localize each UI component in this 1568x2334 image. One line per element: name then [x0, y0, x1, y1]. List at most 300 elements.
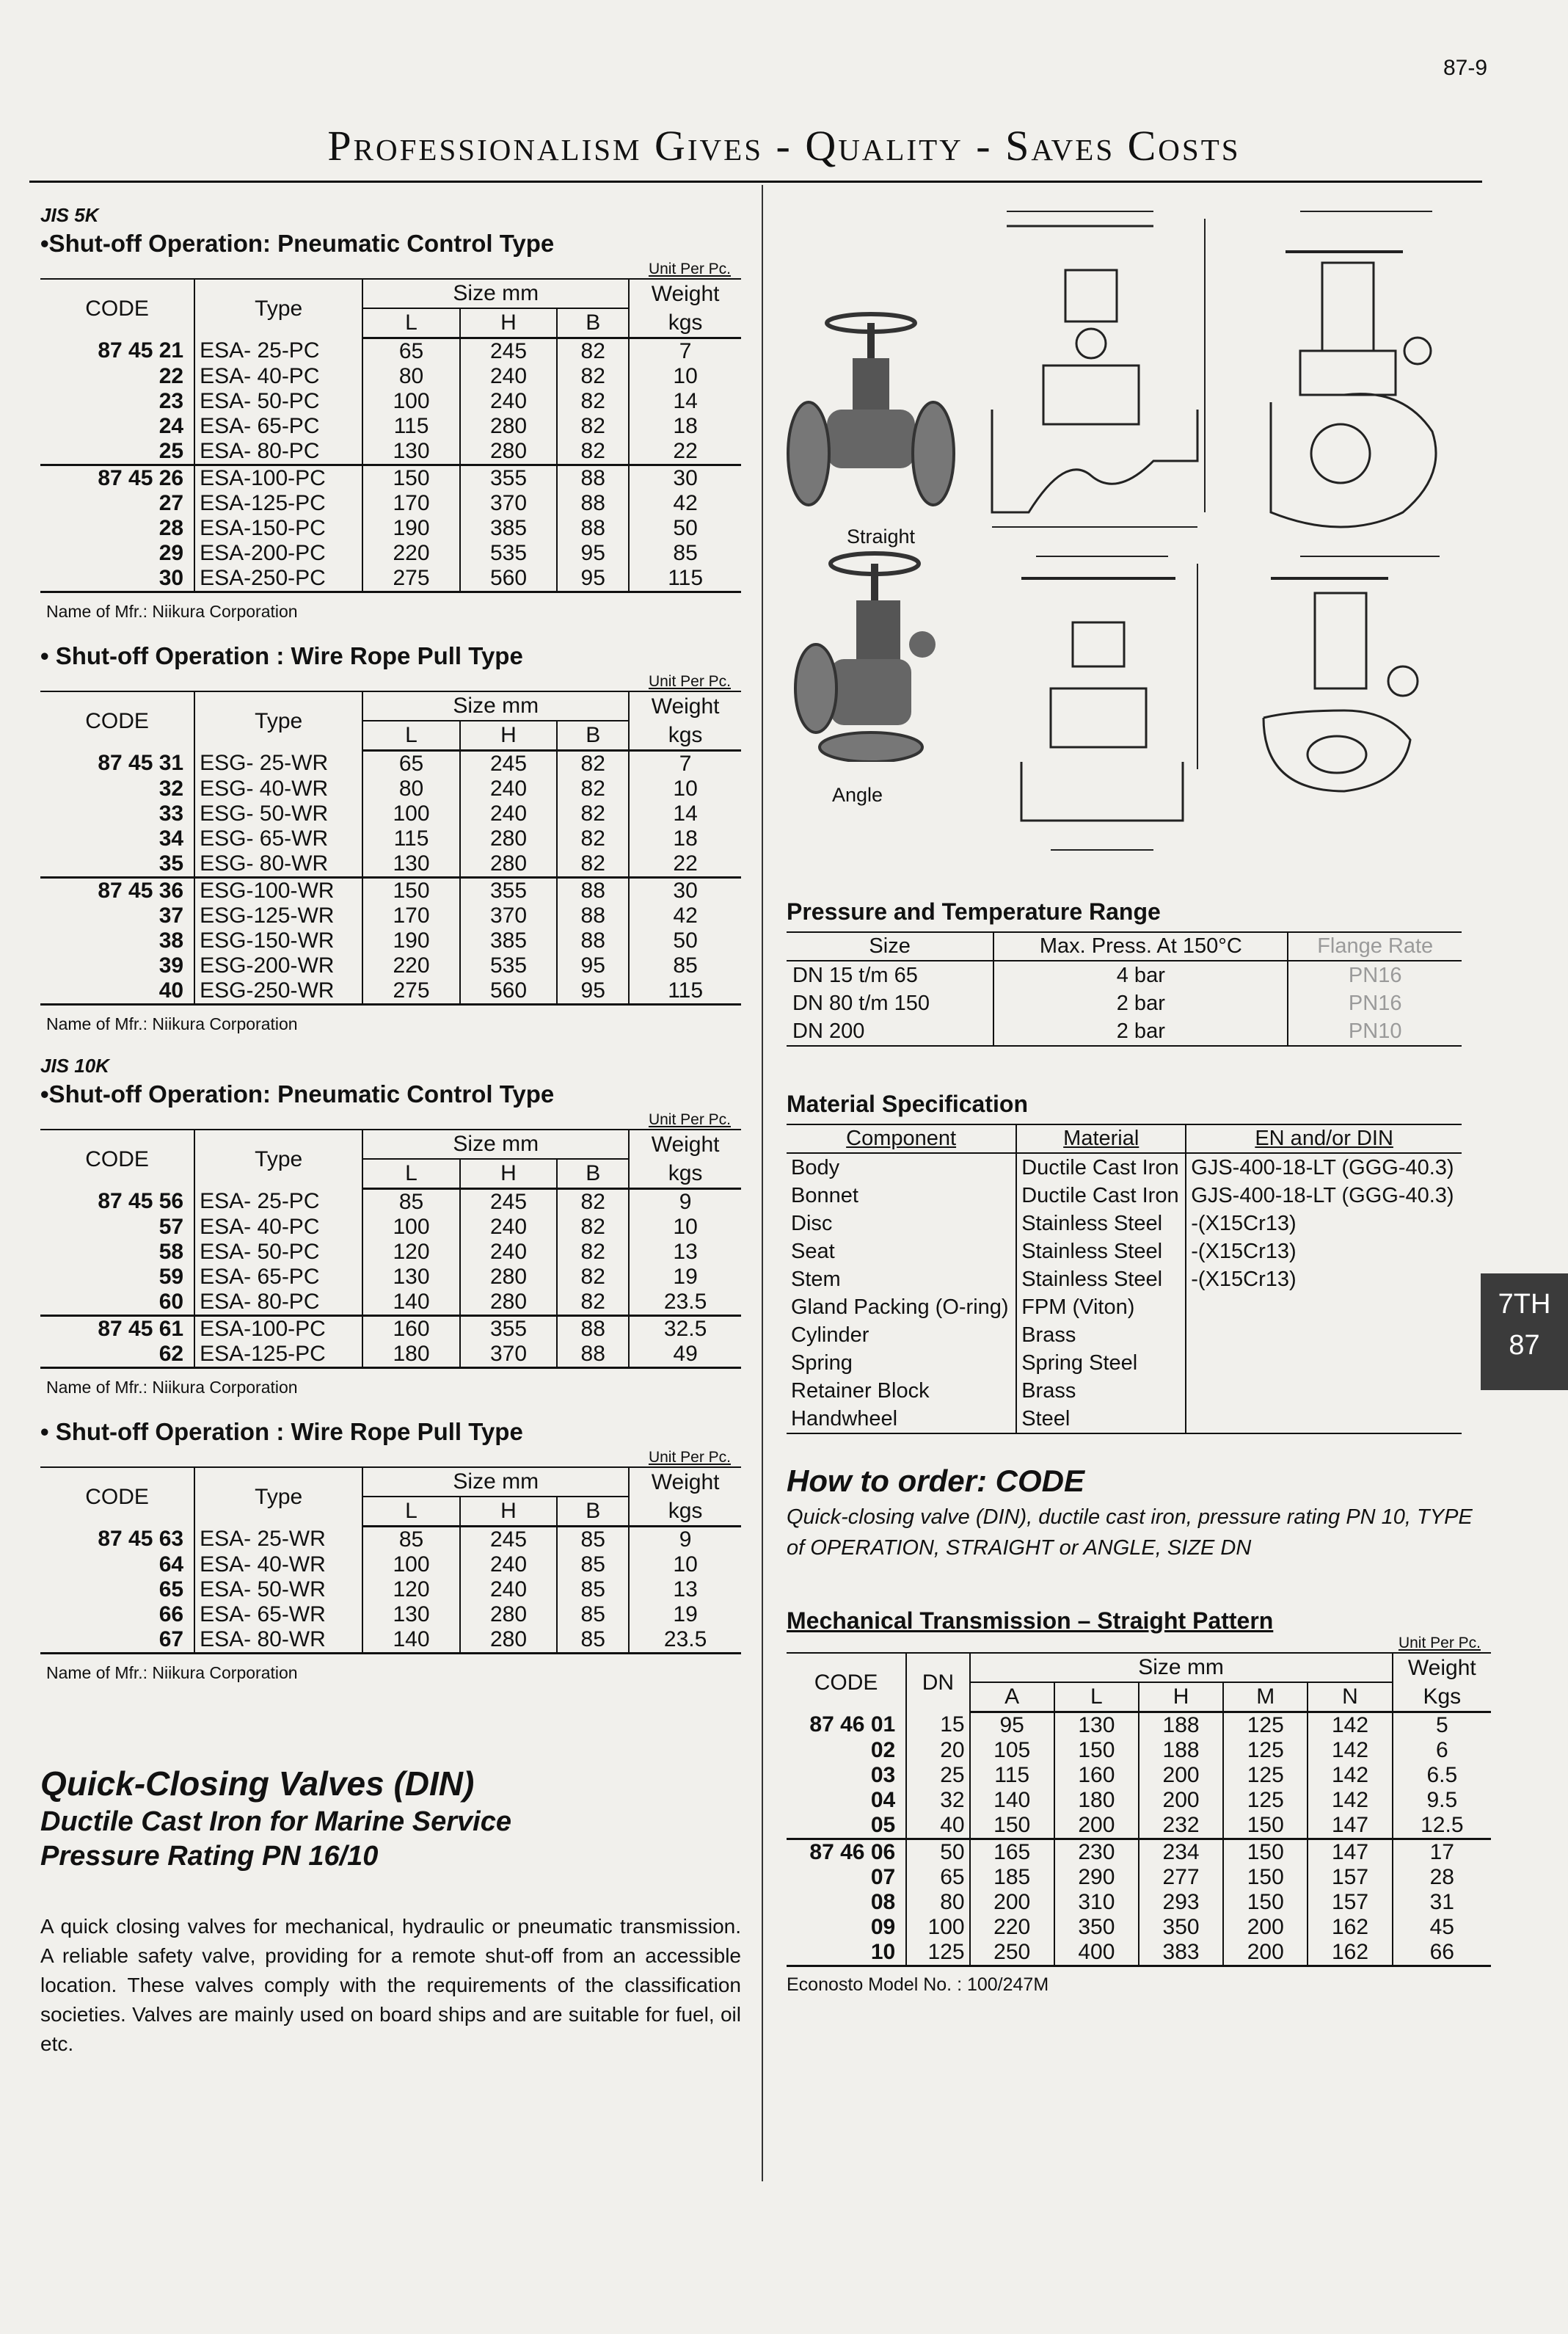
type-cell: ESA-250-PC [194, 566, 362, 592]
press-cell: 4 bar [993, 961, 1288, 989]
l-cell: 170 [362, 491, 459, 516]
b-cell: 82 [557, 1240, 629, 1265]
l-cell: 130 [362, 439, 459, 465]
m-cell: 200 [1223, 1915, 1308, 1940]
b-cell: 82 [557, 851, 629, 878]
col-size: Size mm [970, 1653, 1393, 1682]
col-weight: Weight [629, 279, 741, 308]
manufacturer-note: Name of Mfr.: Niikura Corporation [46, 602, 298, 621]
b-cell: 82 [557, 364, 629, 389]
material-cell: Brass [1016, 1321, 1186, 1349]
how-to-order-title: How to order: CODE [787, 1464, 1084, 1498]
h-cell: 350 [1139, 1915, 1223, 1940]
b-cell: 85 [557, 1577, 629, 1602]
h-cell: 280 [460, 1265, 557, 1290]
l-cell: 150 [1054, 1738, 1139, 1763]
en-din-cell: GJS-400-18-LT (GGG-40.3) [1186, 1182, 1462, 1210]
code-cell: 10 [787, 1940, 906, 1966]
press-cell: 2 bar [993, 989, 1288, 1017]
product-subtitle: Pressure Rating PN 16/10 [40, 1841, 379, 1872]
type-cell: ESA-100-PC [194, 1316, 362, 1342]
column-divider [762, 185, 763, 2181]
col-h: H [460, 1159, 557, 1189]
h-cell: 240 [460, 1215, 557, 1240]
b-cell: 88 [557, 491, 629, 516]
table-row [787, 1405, 1462, 1433]
dn-cell: 125 [906, 1940, 969, 1966]
code-cell: 04 [870, 1788, 896, 1812]
type-cell: ESA- 25-PC [194, 1189, 362, 1215]
l-cell: 200 [1054, 1813, 1139, 1839]
component-cell: Spring [791, 1351, 853, 1375]
h-cell: 385 [460, 928, 557, 953]
h-cell: 370 [460, 1342, 557, 1368]
b-cell: 88 [557, 878, 629, 904]
material-cell: Brass [1016, 1377, 1186, 1405]
col-l: L [362, 721, 459, 751]
b-cell: 85 [557, 1552, 629, 1577]
table-row [787, 1890, 1491, 1915]
h-cell: 200 [1139, 1763, 1223, 1788]
pressure-temperature-section [787, 898, 1491, 1047]
product-description: A quick closing valves for mechanical, hydraulic or pneumatic transmission. A reliable safety valve, providing for a remote shut-off from an accessible location. These valves comply with the requirements of the classification societies. Valves are mainly used on board ships and are suitable for fuel, oil etc. [40, 1915, 741, 2055]
col-h: H [1139, 1682, 1223, 1712]
h-cell: 245 [460, 1189, 557, 1215]
dn-cell: 40 [906, 1813, 969, 1839]
m-cell: 150 [1223, 1813, 1308, 1839]
dn-cell: 80 [906, 1890, 969, 1915]
section-jis10k-pneumatic [40, 1055, 741, 1397]
h-cell: 232 [1139, 1813, 1223, 1839]
product-subtitle: Ductile Cast Iron for Marine Service [40, 1806, 511, 1837]
col-weight: Weight [629, 1467, 741, 1497]
col-type: Type [194, 1467, 362, 1527]
weight-cell: 50 [629, 516, 741, 541]
type-cell: ESA- 25-WR [194, 1527, 362, 1553]
h-cell: 240 [460, 801, 557, 826]
l-cell: 85 [362, 1527, 459, 1553]
weight-cell: 115 [629, 566, 741, 592]
col-size: Size [787, 932, 993, 961]
l-cell: 150 [362, 878, 459, 904]
col-type: Type [194, 1130, 362, 1189]
l-cell: 115 [362, 826, 459, 851]
dn-cell: 20 [906, 1738, 969, 1763]
weight-cell: 13 [629, 1240, 741, 1265]
h-cell: 240 [460, 364, 557, 389]
col-material: Material [1016, 1124, 1186, 1153]
component-cell: Bonnet [791, 1184, 858, 1207]
b-cell: 82 [557, 777, 629, 801]
n-cell: 157 [1308, 1865, 1392, 1890]
code-cell: 64 [158, 1552, 184, 1577]
col-weight-unit: kgs [629, 721, 741, 751]
weight-cell: 50 [629, 928, 741, 953]
type-cell: ESG-200-WR [194, 953, 362, 978]
code-cell: 58 [158, 1240, 184, 1264]
col-code: CODE [40, 279, 194, 338]
b-cell: 85 [557, 1527, 629, 1553]
type-cell: ESG- 50-WR [194, 801, 362, 826]
l-cell: 160 [362, 1316, 459, 1342]
chapter-tab-line2: 87 [1509, 1330, 1540, 1361]
table-row [787, 1210, 1462, 1237]
a-cell: 150 [970, 1813, 1054, 1839]
material-section [787, 1091, 1491, 1434]
dn-cell: 50 [906, 1839, 969, 1866]
table-row [40, 751, 741, 777]
code-cell: 87 45 26 [98, 466, 184, 490]
code-cell: 07 [870, 1865, 896, 1889]
type-cell: ESA- 25-PC [194, 338, 362, 365]
m-cell: 125 [1223, 1738, 1308, 1763]
model-number-note: Econosto Model No. : 100/247M [787, 1974, 1049, 1995]
header-rule [29, 181, 1482, 183]
col-b: B [557, 1497, 629, 1527]
unit-note: Unit Per Pc. [648, 1449, 731, 1466]
n-cell: 157 [1308, 1890, 1392, 1915]
col-size: Size mm [362, 1467, 629, 1497]
weight-cell: 10 [629, 1552, 741, 1577]
code-cell: 02 [870, 1738, 896, 1762]
code-cell: 60 [40, 1290, 194, 1316]
table-row [40, 1602, 741, 1627]
b-cell: 95 [557, 541, 629, 566]
weight-cell: 22 [629, 851, 741, 878]
col-code: CODE [40, 691, 194, 751]
h-cell: 240 [460, 777, 557, 801]
material-cell: Steel [1016, 1405, 1186, 1433]
n-cell: 162 [1308, 1915, 1392, 1940]
table-row [787, 1265, 1462, 1293]
weight-cell: 9 [629, 1527, 741, 1553]
type-cell: ESA- 50-WR [194, 1577, 362, 1602]
valve-straight-side-drawing-icon [1256, 197, 1476, 542]
col-weight: Weight [629, 691, 741, 721]
type-cell: ESA- 65-PC [194, 414, 362, 439]
h-cell: 240 [460, 1577, 557, 1602]
m-cell: 150 [1223, 1865, 1308, 1890]
code-cell: 37 [158, 904, 184, 928]
type-cell: ESG-150-WR [194, 928, 362, 953]
weight-cell: 6 [1393, 1738, 1491, 1763]
type-cell: ESG-250-WR [194, 978, 362, 1005]
dn-cell: 25 [906, 1763, 969, 1788]
table-row [40, 878, 741, 904]
col-code: CODE [40, 1467, 194, 1527]
weight-cell: 9.5 [1393, 1788, 1491, 1813]
l-cell: 80 [362, 777, 459, 801]
table-row [787, 1321, 1462, 1349]
b-cell: 82 [557, 1290, 629, 1316]
b-cell: 82 [557, 1189, 629, 1215]
col-code: CODE [787, 1653, 906, 1712]
b-cell: 82 [557, 414, 629, 439]
l-cell: 350 [1054, 1915, 1139, 1940]
a-cell: 200 [970, 1890, 1054, 1915]
product-title: Quick-Closing Valves (DIN) [40, 1764, 475, 1803]
code-cell: 30 [40, 566, 194, 592]
code-cell: 66 [158, 1602, 184, 1626]
weight-cell: 19 [629, 1265, 741, 1290]
type-cell: ESG-100-WR [194, 878, 362, 904]
valve-straight-drawing-icon [963, 197, 1227, 549]
weight-cell: 42 [629, 904, 741, 928]
table-row [40, 928, 741, 953]
component-cell: Retainer Block [791, 1379, 930, 1403]
table-row [787, 1349, 1462, 1377]
l-cell: 130 [362, 1602, 459, 1627]
h-cell: 280 [460, 851, 557, 878]
quick-closing-section [40, 1764, 741, 2059]
code-cell: 40 [40, 978, 194, 1005]
col-weight: Weight [1393, 1653, 1491, 1682]
how-to-order-section [787, 1464, 1491, 1563]
table-row [40, 1527, 741, 1553]
table-row [40, 801, 741, 826]
h-cell: 355 [460, 465, 557, 492]
table-row [787, 1712, 1491, 1739]
col-dn: DN [906, 1653, 969, 1712]
type-cell: ESA- 50-PC [194, 389, 362, 414]
unit-note: Unit Per Pc. [648, 1111, 731, 1128]
weight-cell: 17 [1393, 1839, 1491, 1866]
type-cell: ESA- 80-PC [194, 439, 362, 465]
spec-table [40, 1466, 741, 1654]
l-cell: 100 [362, 801, 459, 826]
table-row [40, 1316, 741, 1342]
col-max-press: Max. Press. At 150°C [993, 932, 1288, 961]
material-cell: Stainless Steel [1016, 1265, 1186, 1293]
table-row [40, 1189, 741, 1215]
l-cell: 150 [362, 465, 459, 492]
col-n: N [1308, 1682, 1392, 1712]
code-cell: 87 45 56 [98, 1189, 184, 1214]
section-jis10k-wire [40, 1418, 741, 1683]
type-cell: ESA- 65-WR [194, 1602, 362, 1627]
standard-label: JIS 10K [40, 1055, 109, 1077]
l-cell: 80 [362, 364, 459, 389]
weight-cell: 31 [1393, 1890, 1491, 1915]
weight-cell: 18 [629, 414, 741, 439]
weight-cell: 66 [1393, 1940, 1491, 1966]
n-cell: 147 [1308, 1813, 1392, 1839]
b-cell: 82 [557, 1215, 629, 1240]
b-cell: 95 [557, 566, 629, 592]
col-weight-unit: kgs [629, 308, 741, 338]
section-title: Material Specification [787, 1091, 1028, 1117]
h-cell: 370 [460, 904, 557, 928]
l-cell: 275 [362, 566, 459, 592]
table-row [40, 541, 741, 566]
flange-cell: PN16 [1288, 989, 1462, 1017]
code-cell: 87 46 06 [809, 1840, 896, 1864]
m-cell: 150 [1223, 1839, 1308, 1866]
flange-cell: PN16 [1288, 961, 1462, 989]
valve-angle-drawing-icon [977, 542, 1227, 857]
a-cell: 115 [970, 1763, 1054, 1788]
b-cell: 82 [557, 801, 629, 826]
table-row [40, 1240, 741, 1265]
col-m: M [1223, 1682, 1308, 1712]
pressure-temperature-table [787, 931, 1462, 1047]
l-cell: 140 [362, 1290, 459, 1316]
col-h: H [460, 721, 557, 751]
component-cell: Gland Packing (O-ring) [791, 1295, 1009, 1319]
type-cell: ESA- 65-PC [194, 1265, 362, 1290]
size-cell: DN 200 [787, 1017, 993, 1046]
weight-cell: 14 [629, 389, 741, 414]
table-row [787, 1377, 1462, 1405]
m-cell: 200 [1223, 1940, 1308, 1966]
col-component: Component [787, 1124, 1016, 1153]
material-cell: FPM (Viton) [1016, 1293, 1186, 1321]
l-cell: 170 [362, 904, 459, 928]
code-cell: 25 [40, 439, 194, 465]
l-cell: 130 [362, 851, 459, 878]
n-cell: 147 [1308, 1839, 1392, 1866]
en-din-cell: -(X15Cr13) [1186, 1237, 1462, 1265]
h-cell: 355 [460, 878, 557, 904]
en-din-cell [1186, 1405, 1462, 1433]
h-cell: 245 [460, 338, 557, 365]
b-cell: 88 [557, 465, 629, 492]
type-cell: ESG-125-WR [194, 904, 362, 928]
l-cell: 115 [362, 414, 459, 439]
chapter-tab-line1: 7TH [1498, 1289, 1551, 1320]
code-cell: 87 45 61 [98, 1317, 184, 1341]
component-cell: Handwheel [787, 1405, 1016, 1433]
col-weight-unit: kgs [629, 1497, 741, 1527]
h-cell: 277 [1139, 1865, 1223, 1890]
material-cell: Ductile Cast Iron [1016, 1153, 1186, 1182]
n-cell: 142 [1308, 1712, 1392, 1739]
col-b: B [557, 308, 629, 338]
weight-cell: 10 [629, 777, 741, 801]
table-row [787, 1182, 1462, 1210]
l-cell: 120 [362, 1577, 459, 1602]
weight-cell: 5 [1393, 1712, 1491, 1739]
m-cell: 125 [1223, 1788, 1308, 1813]
type-cell: ESA- 40-PC [194, 1215, 362, 1240]
col-size: Size mm [362, 691, 629, 721]
weight-cell: 14 [629, 801, 741, 826]
table-row [40, 389, 741, 414]
component-cell: Body [791, 1156, 840, 1179]
weight-cell: 12.5 [1393, 1813, 1491, 1839]
left-column [40, 197, 741, 2059]
h-cell: 188 [1139, 1738, 1223, 1763]
spec-table [40, 1129, 741, 1369]
mechanical-table [787, 1652, 1491, 1967]
operation-title: •Shut-off Operation: Pneumatic Control Type [40, 230, 555, 257]
col-a: A [970, 1682, 1054, 1712]
l-cell: 230 [1054, 1839, 1139, 1866]
m-cell: 125 [1223, 1712, 1308, 1739]
table-row [787, 1865, 1491, 1890]
h-cell: 240 [460, 1552, 557, 1577]
table-row [787, 1915, 1491, 1940]
table-row [787, 989, 1462, 1017]
b-cell: 88 [557, 516, 629, 541]
weight-cell: 18 [629, 826, 741, 851]
n-cell: 142 [1308, 1763, 1392, 1788]
table-row [40, 826, 741, 851]
weight-cell: 30 [629, 465, 741, 492]
weight-cell: 19 [629, 1602, 741, 1627]
col-l: L [362, 1159, 459, 1189]
table-row [40, 978, 741, 1005]
b-cell: 88 [557, 904, 629, 928]
type-cell: ESA-125-PC [194, 491, 362, 516]
weight-cell: 22 [629, 439, 741, 465]
code-cell: 87 45 31 [98, 751, 184, 776]
weight-cell: 28 [1393, 1865, 1491, 1890]
table-row [787, 1763, 1491, 1788]
table-row [40, 1290, 741, 1316]
figure-straight [787, 197, 1491, 548]
valve-angle-photo-icon [787, 542, 963, 762]
a-cell: 140 [970, 1788, 1054, 1813]
l-cell: 100 [362, 1552, 459, 1577]
table-row [787, 1940, 1491, 1966]
weight-cell: 30 [629, 878, 741, 904]
table-row [40, 777, 741, 801]
n-cell: 142 [1308, 1738, 1392, 1763]
figure-caption: Straight [847, 526, 916, 548]
en-din-cell [1186, 1377, 1462, 1405]
table-row [40, 1627, 741, 1654]
dn-cell: 32 [906, 1788, 969, 1813]
weight-cell: 49 [629, 1342, 741, 1368]
table-row [40, 1552, 741, 1577]
l-cell: 190 [362, 928, 459, 953]
type-cell: ESG- 65-WR [194, 826, 362, 851]
table-row [787, 1237, 1462, 1265]
col-weight-unit: kgs [629, 1159, 741, 1189]
col-flange-rate: Flange Rate [1288, 932, 1462, 961]
table-row [40, 414, 741, 439]
section-title: Mechanical Transmission – Straight Pattern [787, 1607, 1274, 1634]
code-cell: 67 [40, 1627, 194, 1654]
h-cell: 385 [460, 516, 557, 541]
weight-cell: 85 [629, 541, 741, 566]
col-code: CODE [40, 1130, 194, 1189]
code-cell: 05 [787, 1813, 906, 1839]
code-cell: 38 [158, 928, 184, 953]
b-cell: 82 [557, 1265, 629, 1290]
table-row [40, 491, 741, 516]
b-cell: 95 [557, 978, 629, 1005]
dn-cell: 15 [906, 1712, 969, 1739]
table-row [787, 1839, 1491, 1866]
table-row [40, 953, 741, 978]
b-cell: 88 [557, 1342, 629, 1368]
code-cell: 87 45 63 [98, 1527, 184, 1552]
n-cell: 162 [1308, 1940, 1392, 1966]
unit-note: Unit Per Pc. [1398, 1635, 1481, 1651]
weight-cell: 42 [629, 491, 741, 516]
material-cell: Spring Steel [1016, 1349, 1186, 1377]
col-size: Size mm [362, 1130, 629, 1159]
weight-cell: 115 [629, 978, 741, 1005]
code-cell: 09 [870, 1915, 896, 1939]
type-cell: ESA-125-PC [194, 1342, 362, 1368]
code-cell: 23 [158, 389, 184, 413]
code-cell: 08 [870, 1890, 896, 1914]
code-cell: 27 [158, 491, 184, 515]
weight-cell: 23.5 [629, 1290, 741, 1316]
